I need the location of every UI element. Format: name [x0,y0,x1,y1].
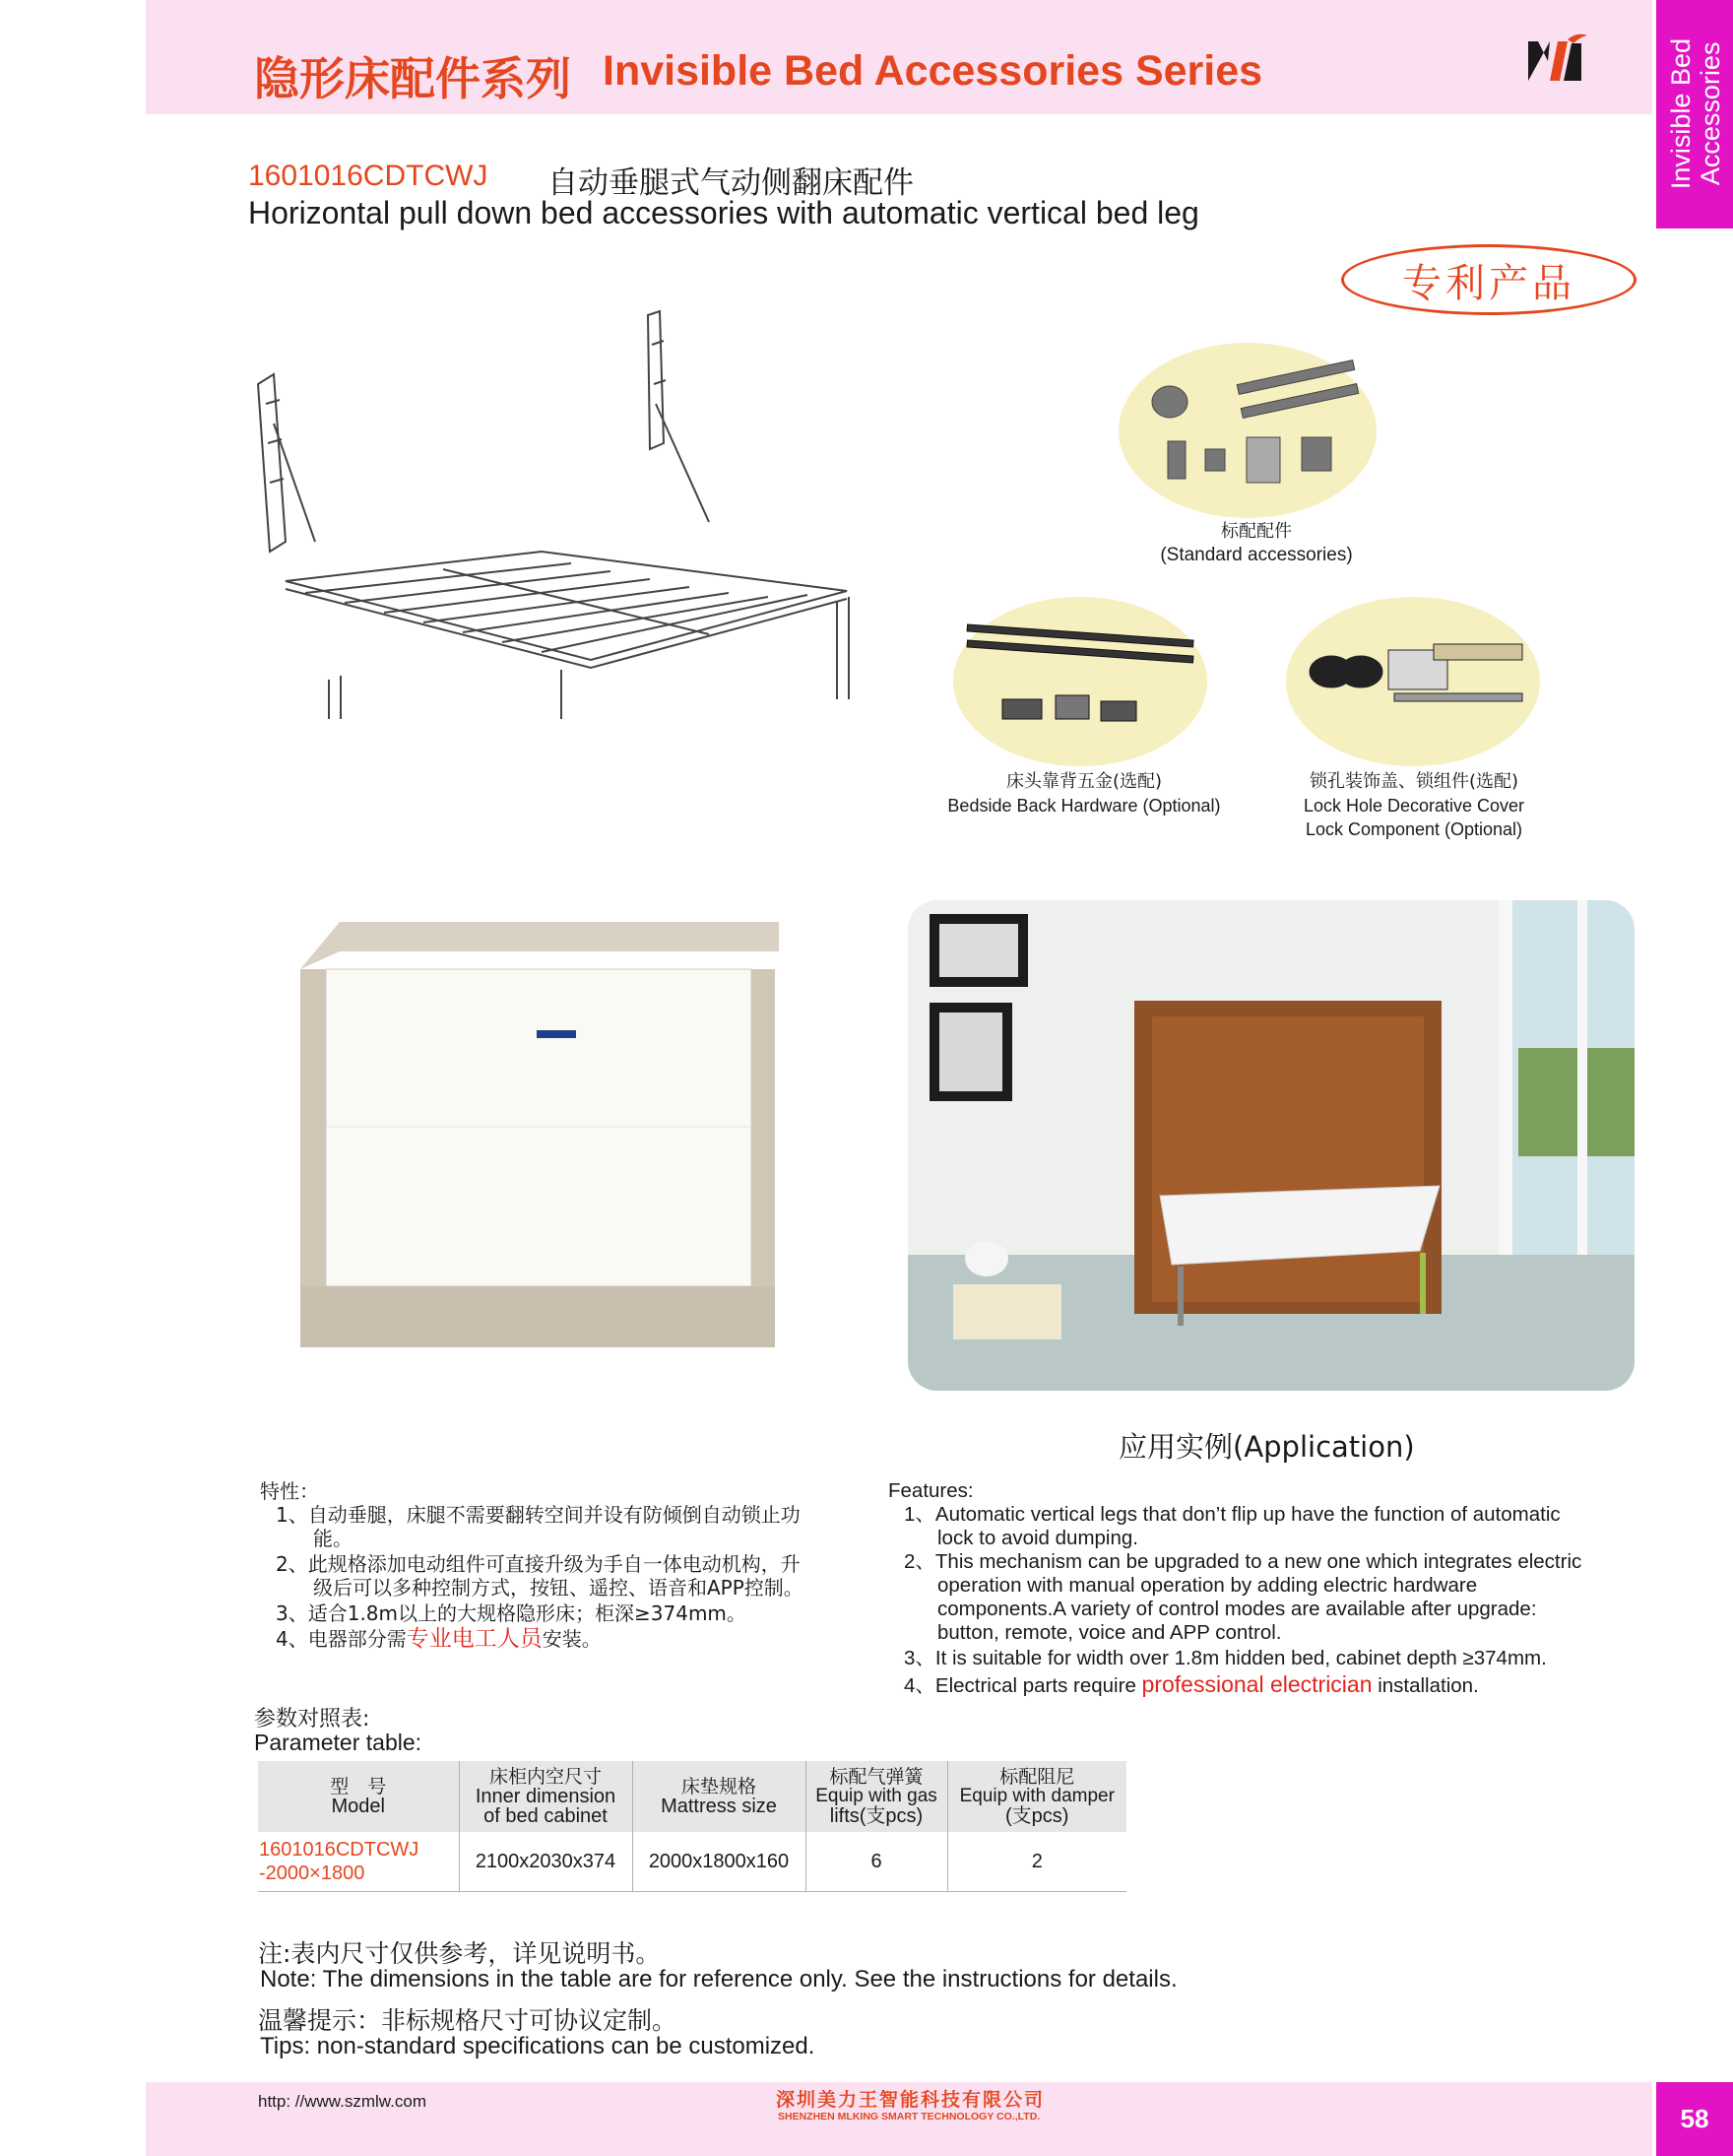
table-row [258,1832,1126,1892]
cell-mattress-size: 2000x1800x160 [632,1832,805,1892]
lock-component-caption-cn: 锁孔装饰盖、锁组件(选配) [1309,771,1519,792]
standard-accessories-caption-en: (Standard accessories) [1160,545,1353,565]
features-en-item2-line1: 2、This mechanism can be upgraded to a new one which integrates electric [904,1550,1582,1573]
product-name-en: Horizontal pull down bed accessories with automatic vertical bed leg [248,195,1199,230]
note-cn: 注:表内尺寸仅供参考，详见说明书。 [258,1939,661,1968]
cell-gas-lifts: 6 [805,1832,947,1892]
table-header-row [258,1761,1126,1832]
cell-model: 1601016CDTCWJ -2000×1800 [258,1832,459,1892]
closed-cabinet-image [300,922,779,1347]
footer-company-cn: 深圳美力王智能科技有限公司 [776,2089,1046,2111]
header-gas-lifts: 标配气弹簧 Equip with gas lifts(支pcs) [805,1761,947,1832]
features-en-heading: Features: [888,1479,974,1502]
features-en-item1-line1: 1、Automatic vertical legs that don’t flip up have the function of automatic [904,1503,1561,1526]
param-table-title-en: Parameter table: [254,1730,422,1755]
header-inner-dimension: 床柜内空尺寸 Inner dimension of bed cabinet [459,1761,632,1832]
bedside-hardware-image [953,597,1207,766]
features-cn-item4-pre: 4、电器部分需 [276,1627,407,1651]
footer-website-link[interactable]: http: //www.szmlw.com [258,2092,426,2111]
features-cn-item2-line1: 2、此规格添加电动组件可直接升级为手自一体电动机构，升 [276,1552,801,1576]
features-en-item2-line3: components.A variety of control modes are available after upgrade: [937,1598,1537,1620]
patent-badge-label: 专利产品 [1402,260,1575,306]
page-number: 58 [1680,2104,1709,2133]
header-mattress-size: 床垫规格 Mattress size [632,1761,805,1832]
standard-accessories-caption-cn: 标配配件 [1221,521,1292,542]
header-damper: 标配阻尼 Equip with damper (支pcs) [947,1761,1126,1832]
tips-cn: 温馨提示：非标规格尺寸可协议定制。 [258,2006,677,2035]
side-tab-label: Invisible Bed Accessories [1666,38,1725,190]
cell-inner-dimension: 2100x2030x374 [459,1832,632,1892]
features-cn-heading: 特性： [260,1479,319,1503]
lock-component-image [1286,597,1540,766]
mlking-m-logo-icon [1524,32,1591,87]
features-cn-item4-highlight: 专业电工人员 [406,1626,543,1652]
features-cn-item1-line1: 1、自动垂腿，床腿不需要翻转空间并设有防倾倒自动锁止功 [276,1503,801,1527]
footer-company-en: SHENZHEN MLKING SMART TECHNOLOGY CO.,LTD. [778,2111,1041,2123]
bedside-hardware-caption-en: Bedside Back Hardware (Optional) [947,796,1221,816]
features-en-item2-line2: operation with manual operation by adding electric hardware [937,1574,1478,1597]
note-en: Note: The dimensions in the table are for reference only. See the instructions for details. [260,1966,1178,1993]
cell-damper: 2 [947,1832,1126,1892]
features-en-item4-highlight: professional electrician [1141,1671,1373,1697]
features-cn-item2-line2: 级后可以多种控制方式，按钮、遥控、语音和APP控制。 [313,1576,803,1600]
product-name-cn: 自动垂腿式气动侧翻床配件 [547,165,914,201]
features-en-item4-post: installation. [1372,1674,1479,1697]
features-en-item3: 3、It is suitable for width over 1.8m hidden bed, cabinet depth ≥374mm. [904,1647,1547,1669]
page-number-box [1656,2082,1733,2156]
tips-en: Tips: non-standard specifications can be customized. [260,2033,815,2059]
series-title-en: Invisible Bed Accessories Series [603,47,1263,95]
series-title-cn: 隐形床配件系列 [254,52,571,105]
patent-badge [1341,244,1637,315]
features-cn-item4-post: 安装。 [542,1627,602,1651]
application-room-photo [908,900,1635,1391]
features-en-item4 [904,1672,1479,1698]
features-cn-item4 [276,1627,602,1651]
section-side-tab [1656,0,1733,229]
features-en-item1-line2: lock to avoid dumping. [937,1527,1138,1549]
lock-component-caption-en-2: Lock Component (Optional) [1305,819,1523,839]
bedside-hardware-caption-cn: 床头靠背五金(选配) [1005,771,1163,792]
features-en-item4-pre: 4、Electrical parts require [904,1674,1142,1697]
features-en-item2-line4: button, remote, voice and APP control. [937,1621,1282,1644]
lock-component-caption-en-1: Lock Hole Decorative Cover [1303,796,1525,816]
features-cn-item1-line2: 能。 [313,1527,353,1550]
bed-frame-drawing [246,305,866,719]
model-code: 1601016CDTCWJ [248,160,488,192]
features-cn-item3: 3、适合1.8m以上的大规格隐形床；柜深≥374mm。 [276,1601,746,1625]
application-caption: 应用实例(Application) [1119,1430,1415,1464]
parameter-table [258,1761,1126,1892]
header-model: 型 号 Model [258,1761,459,1832]
param-table-title-cn: 参数对照表: [254,1707,370,1731]
standard-accessories-image [1119,343,1377,518]
